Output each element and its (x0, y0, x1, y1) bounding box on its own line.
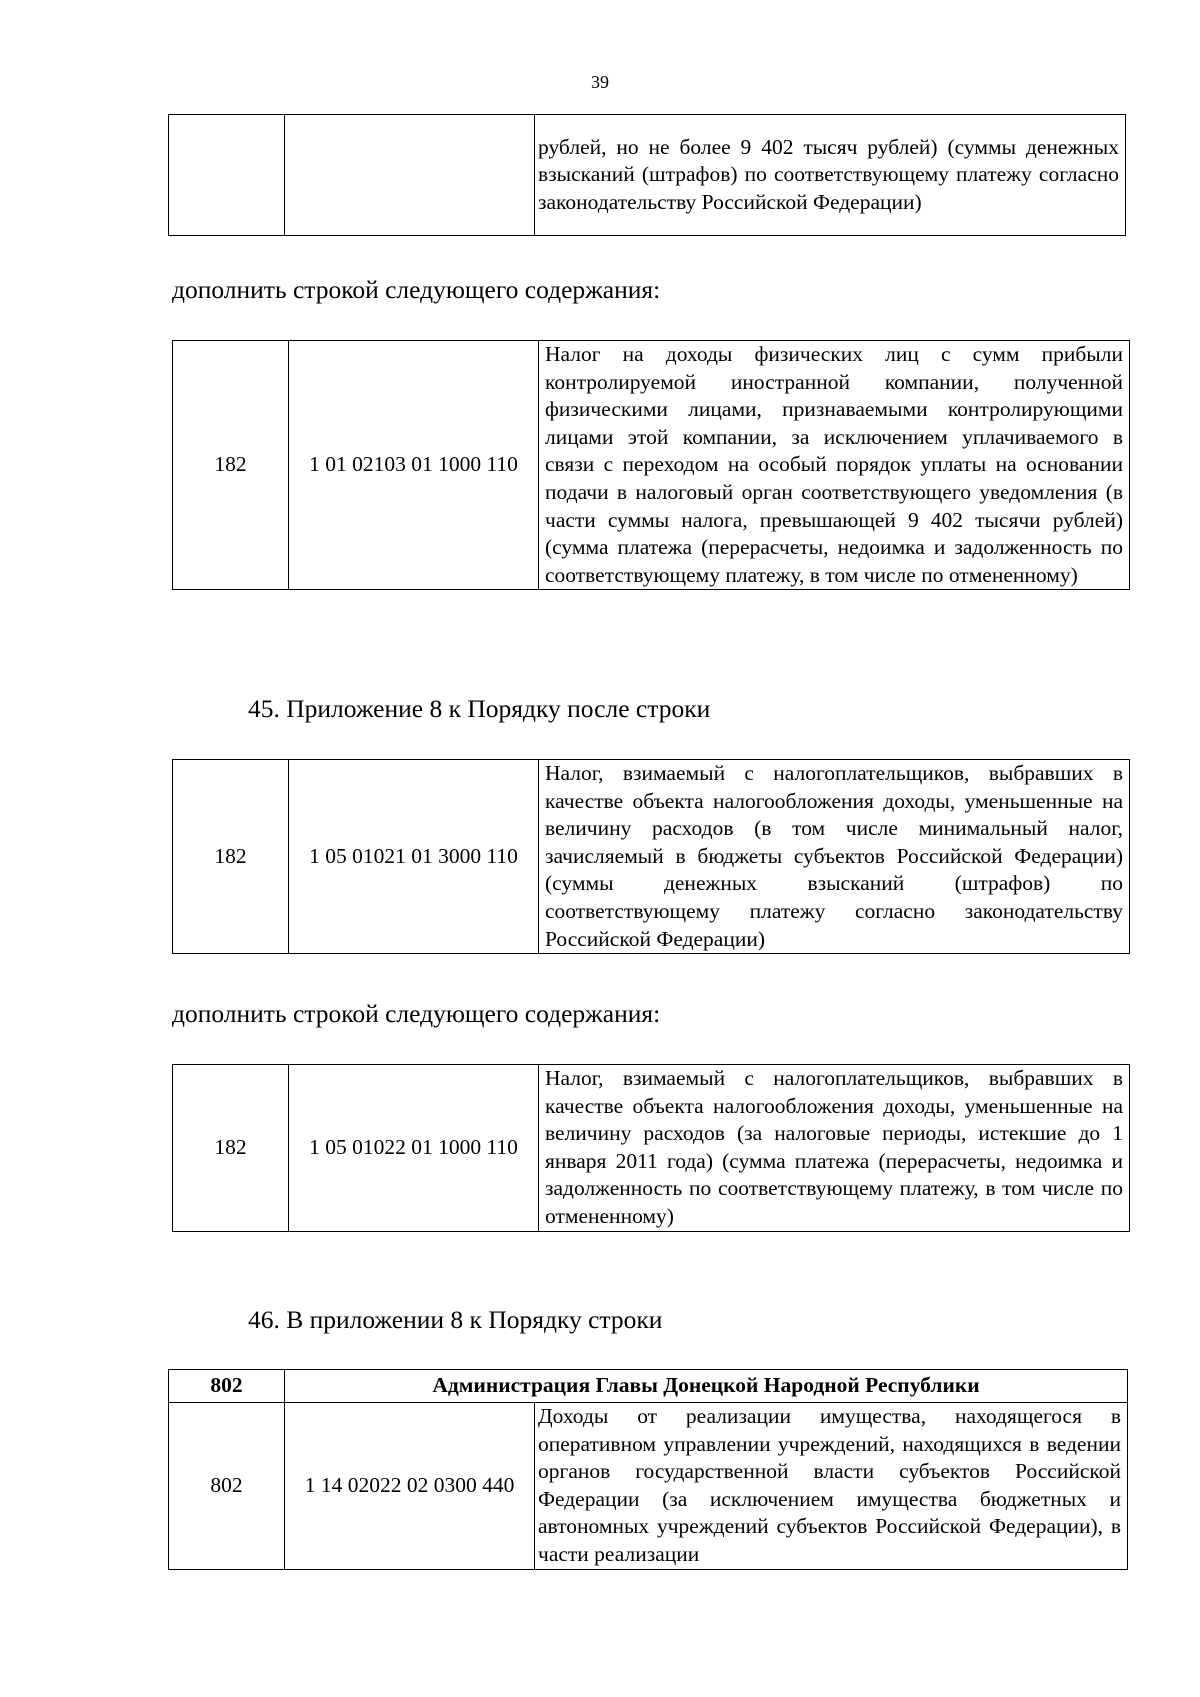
kbk-cell: 1 01 02103 01 1000 110 (289, 341, 539, 590)
table-row (173, 341, 1130, 590)
kbk-cell: 1 14 02022 02 0300 440 (285, 1403, 535, 1570)
description-cell: Налог на доходы физических лиц с сумм прибыли контролируемой иностранной компании, полученной физическими лицами, признаваемыми контролирующими лицами этой компании, за исключением уплачиваемого в связи с переходом на особый порядок уплаты на основании подачи в налоговый орган соответствующего уведомления (в части суммы налога, превышающей 9 402 тысячи рублей) (сумма платежа (перерасчеты, недоимка и задолженность по соответствующему платежу, в том числе по отмененному) (539, 341, 1130, 590)
table-admin-rows (168, 1369, 1128, 1570)
table-row (173, 1065, 1130, 1232)
table-continuation (168, 114, 1126, 236)
table-header-row (169, 1370, 1128, 1403)
code-cell: 182 (173, 1065, 289, 1232)
description-cell: рублей, но не более 9 402 тысяч рублей) (суммы денежных взысканий (штрафов) по соответствующему платежу согласно законодательству Российской Федерации) (535, 115, 1126, 236)
paragraph-45: 45. Приложение 8 к Порядку после строки (248, 694, 711, 723)
table-existing-row-b (172, 759, 1130, 954)
description-cell: Налог, взимаемый с налогоплательщиков, выбравших в качестве объекта налогообложения доходы, уменьшенные на величину расходов (за налоговые периоды, истекшие до 1 января 2011 года) (сумма платежа (перерасчеты, недоимка и задолженность по соответствующему платежу, в том числе по отмененному) (539, 1065, 1130, 1232)
table-row (169, 115, 1126, 236)
description-cell: Налог, взимаемый с налогоплательщиков, выбравших в качестве объекта налогообложения доходы, уменьшенные на величину расходов (в том числе минимальный налог, зачисляемый в бюджеты субъектов Российской Федерации) (суммы денежных взысканий (штрафов) по соответствующему платежу согласно законодательству Российской Федерации) (539, 760, 1130, 954)
table-row (173, 760, 1130, 954)
description-cell: Доходы от реализации имущества, находящегося в оперативном управлении учреждений, находящихся в ведении органов государственной власти субъектов Российской Федерации (за исключением имущества бюджетных и автономных учреждений субъектов Российской Федерации), в части реализации (535, 1403, 1128, 1570)
code-cell (169, 115, 285, 236)
kbk-cell: 1 05 01022 01 1000 110 (289, 1065, 539, 1232)
header-title-cell: Администрация Главы Донецкой Народной Республики (285, 1370, 1128, 1403)
table-row (169, 1403, 1128, 1570)
kbk-cell (285, 115, 535, 236)
paragraph-add-row: дополнить строкой следующего содержания: (172, 999, 661, 1028)
code-cell: 182 (173, 341, 289, 590)
header-code-cell: 802 (169, 1370, 285, 1403)
table-new-row-c (172, 1064, 1130, 1232)
page-number: 39 (591, 72, 609, 92)
paragraph-add-row: дополнить строкой следующего содержания: (172, 275, 661, 304)
table-new-row-a (172, 340, 1130, 590)
code-cell: 802 (169, 1403, 285, 1570)
paragraph-46: 46. В приложении 8 к Порядку строки (248, 1305, 663, 1334)
code-cell: 182 (173, 760, 289, 954)
kbk-cell: 1 05 01021 01 3000 110 (289, 760, 539, 954)
